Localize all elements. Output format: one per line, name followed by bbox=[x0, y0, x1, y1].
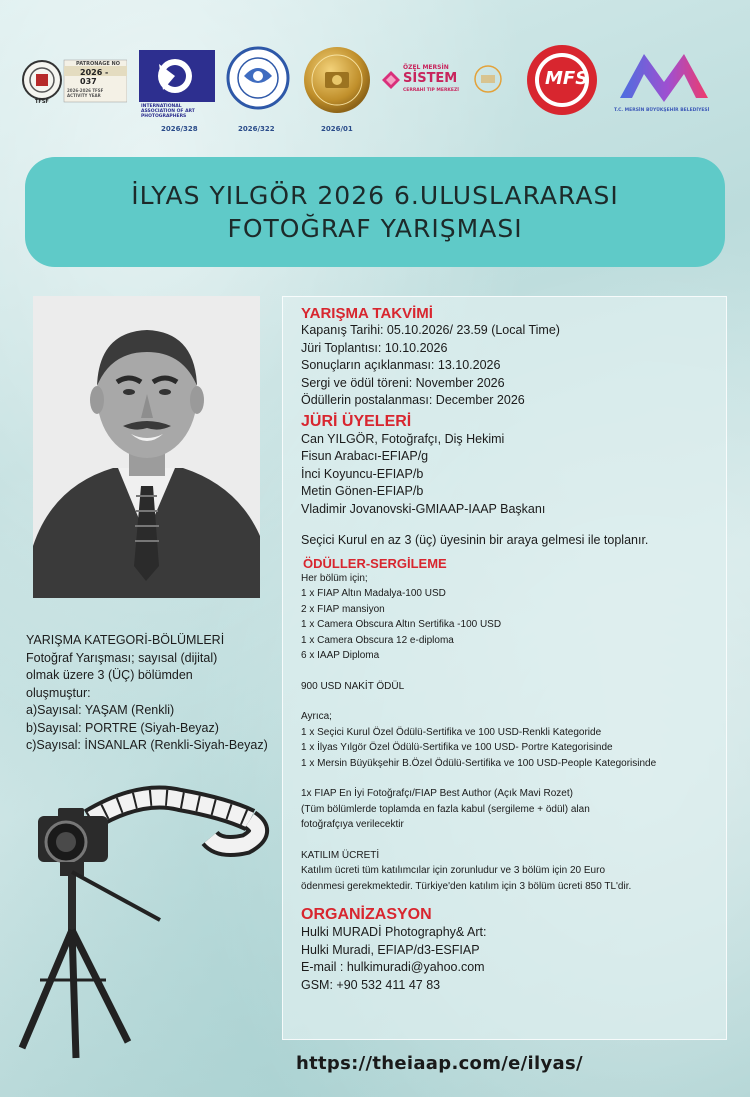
jury-list bbox=[301, 431, 721, 519]
schedule-item: Jüri Toplantısı: 10.10.2026 bbox=[301, 340, 448, 355]
fee-line: ödenmesi gerekmektedir. Türkiye'den katılım için 3 bölüm ücreti 850 TL'dir. bbox=[301, 880, 632, 892]
categories-heading: YARIŞMA KATEGORİ-BÖLÜMLERİ bbox=[26, 633, 225, 647]
mfs-text: MFS bbox=[545, 68, 589, 89]
awards-cash: 900 USD NAKİT ÖDÜL bbox=[301, 680, 405, 692]
best-author-line: fotoğrafçıya verilecektir bbox=[301, 819, 404, 830]
schedule-item: Kapanış Tarihi: 05.10.2026/ 23.59 (Local Time) bbox=[301, 323, 560, 337]
portrait-photo bbox=[33, 296, 260, 598]
mfs-logo bbox=[526, 44, 602, 120]
fee-heading: KATILIM ÜCRETİ bbox=[301, 849, 380, 861]
gold-seal-code: 2026/01 bbox=[321, 125, 353, 133]
sponsor-logos bbox=[18, 42, 733, 132]
tfsf-logo bbox=[22, 56, 127, 106]
organization-heading: ORGANİZASYON bbox=[301, 906, 432, 923]
jury-heading: JÜRİ ÜYELERİ bbox=[301, 412, 412, 430]
award-item: 2 x FIAP mansiyon bbox=[301, 603, 385, 615]
category-item: c)Sayısal: İNSANLAR (Renkli-Siyah-Beyaz) bbox=[26, 738, 268, 752]
awards-intro: Her bölüm için; bbox=[301, 572, 368, 584]
federation-emblem-icon bbox=[226, 46, 290, 110]
jury-note: Seçici Kurul en az 3 (üç) üyesinin bir araya gelmesi ile toplanır. bbox=[301, 533, 649, 547]
sistem-cross-icon bbox=[381, 70, 401, 90]
best-author-line: (Tüm bölümlerde toplamda en fazla kabul (sergileme + ödül) alan bbox=[301, 803, 590, 815]
gold-seal-icon bbox=[303, 46, 371, 114]
mersin-m-icon bbox=[614, 46, 714, 102]
jury-member: Metin Gönen-EFIAP/b bbox=[301, 484, 424, 498]
tfsf-year-text: 2026-2026 TFSF ACTIVITY YEAR bbox=[67, 88, 104, 98]
schedule-item: Sonuçların açıklanması: 13.10.2026 bbox=[301, 358, 501, 372]
awards-block bbox=[301, 571, 721, 895]
organization-line: Hulki Muradi, EFIAP/d3-ESFIAP bbox=[301, 942, 480, 957]
tfsf-top-text: PATRONAGE NO bbox=[76, 61, 120, 67]
award-item: 1 x FIAP Altın Madalya-100 USD bbox=[301, 588, 446, 599]
categories-block bbox=[26, 632, 276, 755]
organization-email: E-mail : hulkimuradi@yahoo.com bbox=[301, 960, 485, 974]
jury-member: Fisun Arabacı-EFIAP/g bbox=[301, 449, 429, 463]
info-panel bbox=[282, 296, 727, 1040]
schedule-item: Sergi ve ödül töreni: November 2026 bbox=[301, 375, 505, 390]
iaap-code: 2026/328 bbox=[161, 125, 198, 133]
schedule-item: Ödüllerin postalanması: December 2026 bbox=[301, 393, 525, 407]
jury-member: İnci Koyuncu-EFIAP/b bbox=[301, 466, 424, 481]
organization-block bbox=[301, 924, 721, 994]
sistem-line3: CERRAHİ TIP MERKEZİ bbox=[403, 88, 459, 93]
portrait-man-icon bbox=[33, 296, 260, 598]
sistem-line2: SİSTEM bbox=[403, 71, 458, 86]
camera-illustration bbox=[10, 780, 280, 1060]
schedule-heading: YARIŞMA TAKVİMİ bbox=[301, 305, 433, 322]
category-item: b)Sayısal: PORTRE (Siyah-Beyaz) bbox=[26, 720, 219, 735]
category-item: a)Sayısal: YAŞAM (Renkli) bbox=[26, 703, 175, 717]
mersin-municipality-logo bbox=[614, 46, 724, 126]
special-award: 1 x Seçici Kurul Özel Ödülü-Sertifika ve 100 USD-Renkli Kategoride bbox=[301, 726, 602, 738]
camera-tripod-icon bbox=[10, 780, 280, 1060]
federation-code: 2026/322 bbox=[238, 125, 275, 133]
award-item: 1 x Camera Obscura Altın Sertifika -100 USD bbox=[301, 619, 502, 630]
award-item: 1 x Camera Obscura 12 e-diploma bbox=[301, 634, 454, 646]
awards-heading: ÖDÜLLER-SERGİLEME bbox=[303, 555, 447, 571]
organization-phone: GSM: +90 532 411 47 83 bbox=[301, 977, 441, 992]
categories-line: oluşmuştur: bbox=[26, 685, 91, 700]
website-link[interactable]: https://theiaap.com/e/ilyas/ bbox=[296, 1053, 583, 1074]
gold-seal-logo bbox=[303, 46, 375, 133]
schedule-list bbox=[301, 322, 721, 410]
title-line-1: İLYAS YILGÖR 2026 6.ULUSLARARASI bbox=[131, 181, 619, 210]
title-line-2: FOTOĞRAF YARIŞMASI bbox=[227, 214, 523, 243]
iaap-camera-icon bbox=[139, 50, 215, 102]
fee-line: Katılım ücreti tüm katılımcılar için zorunludur ve 3 bölüm için 20 Euro bbox=[301, 865, 606, 876]
jury-member: Can YILGÖR, Fotoğrafçı, Diş Hekimi bbox=[301, 431, 505, 446]
mersin-municipality-text: T.C. MERSİN BÜYÜKŞEHİR BELEDİYESİ bbox=[614, 108, 710, 113]
title-banner bbox=[25, 157, 725, 267]
special-award: 1 x İlyas Yılgör Özel Ödülü-Sertifika ve 100 USD- Portre Kategorisinde bbox=[301, 742, 613, 753]
iaap-name: INTERNATIONAL ASSOCIATION OF ART PHOTOGRAPHERS bbox=[141, 104, 195, 119]
iso-badge-icon bbox=[473, 64, 503, 94]
federation-logo bbox=[226, 46, 296, 133]
sistem-line1: ÖZEL MERSİN bbox=[403, 64, 449, 71]
jury-member: Vladimir Jovanovski-GMIAAP-IAAP Başkanı bbox=[301, 501, 546, 516]
award-item: 6 x IAAP Diploma bbox=[301, 650, 380, 661]
awards-also: Ayrıca; bbox=[301, 711, 332, 722]
organization-line: Hulki MURADİ Photography& Art: bbox=[301, 925, 487, 939]
categories-line: Fotoğraf Yarışması; sayısal (dijital) bbox=[26, 650, 218, 665]
tfsf-sub-text: TFSF bbox=[35, 99, 49, 105]
tfsf-code: 2026 - 037 bbox=[80, 68, 109, 86]
sistem-logo bbox=[381, 60, 511, 100]
best-author-line: 1x FIAP En İyi Fotoğrafçı/FIAP Best Author (Açık Mavi Rozet) bbox=[301, 788, 573, 799]
iaap-logo bbox=[139, 50, 217, 133]
categories-line: olmak üzere 3 (ÜÇ) bölümden bbox=[26, 668, 193, 682]
special-award: 1 x Mersin Büyükşehir B.Özel Ödülü-Sertifika ve 100 USD-People Kategorisinde bbox=[301, 757, 657, 769]
